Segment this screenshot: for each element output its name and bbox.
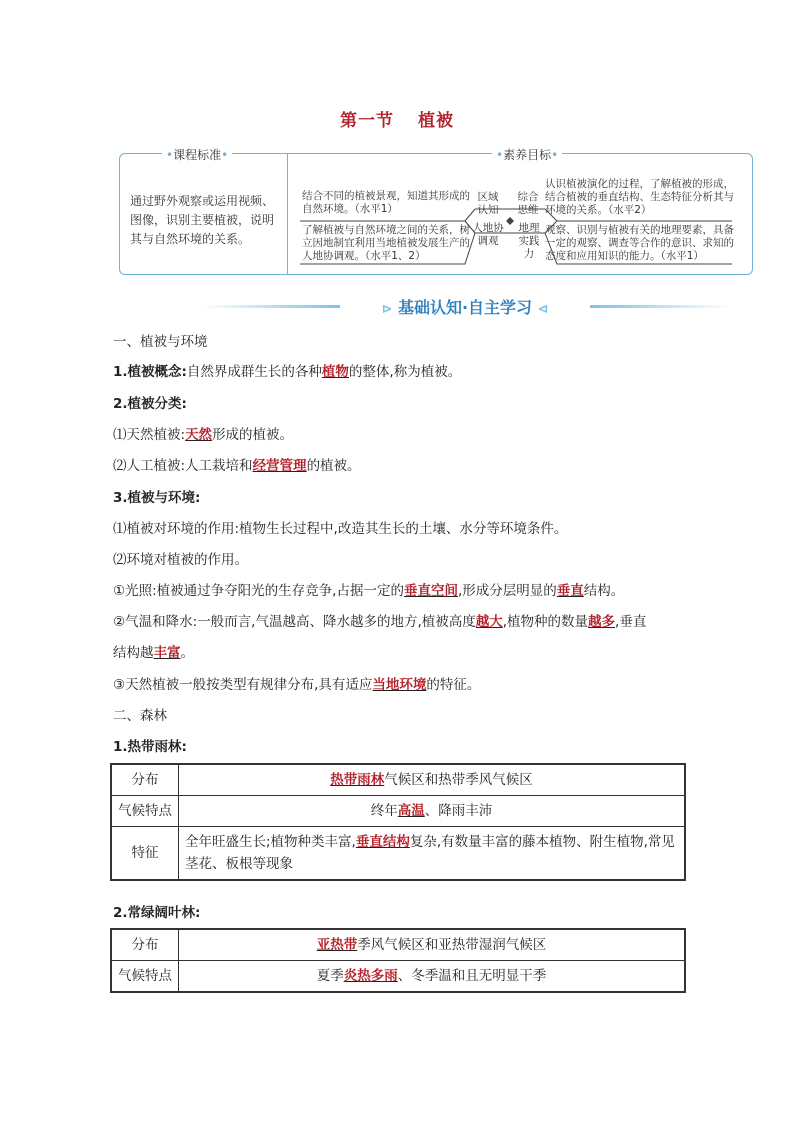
row-header: 分布 (111, 764, 179, 796)
answer: 丰富 (153, 645, 181, 661)
table-cell: 终年高温、降雨丰沛 (179, 796, 686, 827)
answer: 越多 (588, 614, 616, 630)
table-row (111, 764, 685, 796)
paragraph-9: ②气温和降水:一般而言,气温越高、降水越多的地方,植被高度越大,植物种的数量越多,垂直 (113, 614, 647, 630)
goal-3: 认识植被演化的过程，了解植被的形成，结合植被的垂直结构、生态特征分析其与环境的关系。（水平2） (545, 178, 734, 216)
answer: 经营管理 (252, 458, 307, 474)
core-integrated: 综合思维 (517, 191, 539, 216)
table-cell: 全年旺盛生长;植物种类丰富,垂直结构复杂,有数量丰富的藤本植物、附生植物,常见茎花、板根等现象 (179, 827, 686, 881)
paragraph-6: ⑴植被对环境的作用:植物生长过程中,改造其生长的土壤、水分等环境条件。 (113, 521, 568, 537)
table-row (111, 827, 685, 881)
answer: 垂直 (556, 583, 584, 599)
tab-course-standard: •课程标准• (162, 146, 232, 163)
paragraph-11: ③天然植被一般按类型有规律分布,具有适应当地环境的特征。 (113, 677, 481, 693)
banner-title: 基础认知·自主学习 (397, 298, 533, 317)
evergreen-table (110, 928, 686, 993)
rainforest-table (110, 763, 686, 881)
row-header: 特征 (111, 827, 179, 881)
subsection-evergreen: 2.常绿阔叶林: (113, 905, 201, 921)
answer: 越大 (475, 614, 503, 630)
paragraph-1: 1.植被概念:自然界成群生长的各种植物的整体,称为植被。 (113, 364, 462, 380)
paragraph-5: 3.植被与环境: (113, 490, 201, 506)
arrow-right-icon: ⊳ (381, 302, 393, 317)
subsection-rainforest: 1.热带雨林: (113, 739, 187, 755)
table-row (111, 961, 685, 993)
standard-text: 通过野外观察或运用视频、图像，识别主要植被，说明其与自然环境的关系。 (130, 194, 275, 246)
standards-box (119, 148, 753, 275)
goal-4: 观察、识别与植被有关的地理要素，具备一定的观察、调查等合作的意识、求知的态度和应用知识的能力。（水平1） (545, 224, 734, 262)
answer: 天然 (185, 427, 213, 443)
row-header: 分布 (111, 929, 179, 961)
paragraph-8: ①光照:植被通过争夺阳光的生存竞争,占据一定的垂直空间,形成分层明显的垂直结构。 (113, 583, 625, 599)
section-heading-1: 一、植被与环境 (113, 334, 208, 350)
table-row (111, 929, 685, 961)
core-practice: 地理实践力 (518, 222, 540, 260)
core-human-land: 人地协调观 (472, 222, 504, 247)
page-title: 第一节 植被 (340, 111, 454, 131)
table-row (111, 796, 685, 827)
section-heading-2: 二、森林 (113, 708, 167, 724)
arrow-left-icon: ⊲ (537, 302, 549, 317)
answer: 垂直空间 (403, 583, 458, 599)
paragraph-4: ⑵人工植被:人工栽培和经营管理的植被。 (113, 458, 361, 474)
answer: 植物 (321, 364, 349, 380)
paragraph-3: ⑴天然植被:天然形成的植被。 (113, 427, 294, 443)
table-cell: 亚热带季风气候区和亚热带湿润气候区 (179, 929, 686, 961)
row-header: 气候特点 (111, 796, 179, 827)
tab-literacy-goals: •素养目标• (492, 146, 562, 163)
section-banner (200, 295, 730, 317)
paragraph-2: 2.植被分类: (113, 396, 187, 412)
core-regional: 区域认知 (477, 191, 499, 216)
table-cell: 夏季炎热多雨、冬季温和且无明显干季 (179, 961, 686, 993)
table-cell: 热带雨林气候区和热带季风气候区 (179, 764, 686, 796)
goal-1: 结合不同的植被景观，知道其形成的自然环境。（水平1） (302, 190, 470, 215)
goal-2: 了解植被与自然环境之间的关系，树立因地制宜利用当地植被发展生产的人地协调观。（水平1、2） (302, 224, 470, 262)
paragraph-10: 结构越丰富。 (113, 645, 194, 661)
row-header: 气候特点 (111, 961, 179, 993)
paragraph-7: ⑵环境对植被的作用。 (113, 552, 248, 568)
answer: 当地环境 (372, 677, 427, 693)
